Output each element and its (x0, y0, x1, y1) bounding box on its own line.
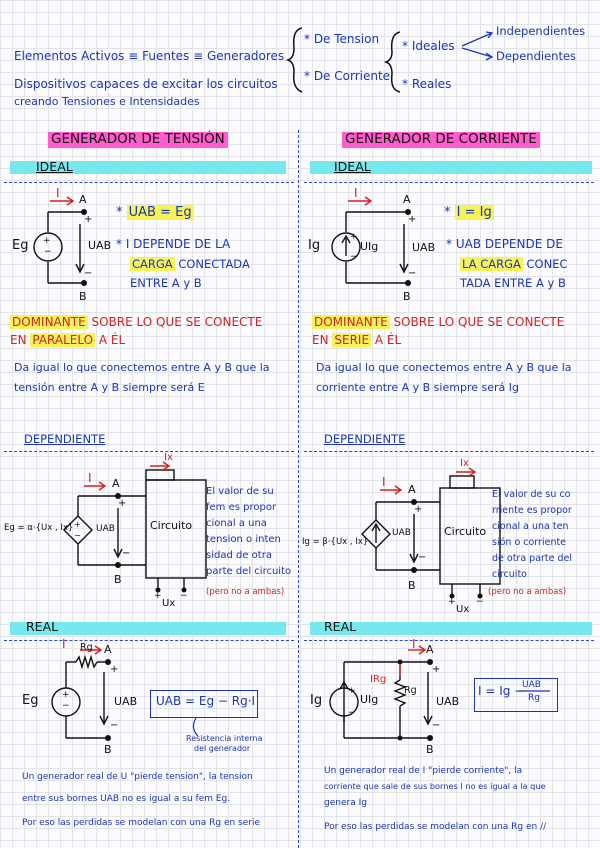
left-dependiente-label: DEPENDIENTE (24, 432, 106, 446)
left-ideal-node-a: A (79, 193, 87, 206)
right-real-node-a: A (426, 643, 434, 656)
right-dep-vab: UAB (392, 528, 411, 538)
left-dep-line2: CONECTADA (174, 257, 250, 271)
left-real-source-label: Eg (22, 693, 39, 708)
right-ideal-src-minus: − (350, 252, 358, 262)
right-real-uig: UIg (360, 693, 379, 706)
right-dep-current: I (382, 475, 386, 489)
left-dep-line1: I DEPENDE DE LA (125, 237, 231, 251)
left-real-plus: + (110, 664, 119, 675)
right-ideal-node-b: B (403, 290, 411, 303)
left-dep-current: I (88, 471, 92, 485)
right-dep-minus: − (418, 552, 427, 563)
right-bottom-4: Por eso las perdidas se modelan con una Rg en // (324, 822, 547, 832)
right-star-1: * (444, 205, 451, 220)
left-ideal-node-b: B (79, 290, 87, 303)
left-ideal-src-minus: − (44, 247, 52, 257)
left-res-note-2: del generador (194, 744, 251, 753)
right-real-vab: UAB (436, 695, 460, 708)
right-real-current: I (412, 637, 416, 651)
left-real-src-minus: − (62, 701, 70, 711)
right-ideal-equation: I = Ig (456, 205, 492, 220)
left-real-src-plus: + (62, 690, 70, 700)
left-a-el: A ÉL (95, 333, 126, 347)
left-dep-src-minus: − (74, 531, 81, 540)
right-note-2: corriente entre A y B siempre será Ig (316, 381, 519, 394)
right-side-4: sión o corriente (492, 537, 567, 548)
left-dep-line3: ENTRE A y B (130, 276, 202, 290)
right-side-5: de otra parte del (492, 553, 573, 564)
right-real-src-plus: + (348, 686, 356, 696)
left-dep-ix: Ix (164, 452, 173, 463)
left-title: GENERADOR DE TENSIÓN (48, 132, 228, 148)
right-real-irg: IRg (370, 674, 387, 685)
left-ideal-minus: − (84, 268, 93, 279)
left-dep-carga: CARGA (132, 257, 173, 271)
left-real-minus: − (110, 720, 119, 731)
right-dep-line2: CONEC (522, 257, 568, 271)
right-dep-plus: + (414, 504, 423, 515)
header-description: Dispositivos capaces de excitar los circuitos (14, 77, 278, 91)
left-bottom-3: Por eso las perdidas se modelan con una Rg en serie (22, 818, 261, 828)
left-real-vab: UAB (114, 695, 138, 708)
left-res-note-1: Resistencia interna (186, 734, 263, 743)
left-dep-node-b: B (114, 573, 122, 586)
right-note-1: Da igual lo que conectemos entre A y B que la (316, 361, 572, 374)
right-ideal-source-label: Ig (308, 238, 321, 253)
right-dep-dash (304, 451, 594, 452)
left-en: EN (10, 333, 31, 347)
left-dep-ux-minus: − (180, 591, 188, 601)
left-dominante-text: SOBRE LO QUE SE CONECTE (87, 315, 263, 329)
left-dep-node-a: A (112, 477, 120, 490)
right-serie: SERIE (334, 333, 370, 347)
left-ideal-vab: UAB (88, 239, 112, 252)
right-side-7: (pero no a ambas) (488, 587, 567, 597)
left-side-5: sidad de otra (206, 550, 272, 561)
right-dep-ux: Ux (456, 604, 470, 615)
right-dep-ix: Ix (460, 458, 469, 469)
left-ideal-equation: UAB = Eg (128, 205, 192, 220)
header-definition: Elementos Activos ≡ Fuentes ≡ Generadores (14, 49, 285, 63)
right-ideal-label: IDEAL (334, 159, 371, 174)
right-dependiente-label: DEPENDIENTE (324, 432, 406, 446)
left-ideal-source-label: Eg (12, 238, 29, 253)
left-real-node-b: B (104, 743, 112, 756)
left-real-label: REAL (26, 619, 59, 634)
left-side-1: El valor de su (206, 486, 274, 497)
left-dep-vab: UAB (96, 524, 115, 534)
type-tension: * De Tension (304, 32, 380, 46)
left-ideal-src-plus: + (43, 236, 51, 246)
left-real-node-a: A (104, 643, 112, 656)
right-dep-node-b: B (408, 579, 416, 592)
right-dominante: DOMINANTE (314, 315, 388, 329)
type-corriente: * De Corriente (304, 69, 391, 83)
left-ideal-current: I (56, 186, 60, 200)
right-dep-line3: TADA ENTRE A y B (460, 276, 566, 290)
right-dep-carga: LA CARGA (462, 257, 521, 271)
right-real-plus: + (432, 664, 441, 675)
class-ideales: * Ideales (402, 39, 455, 53)
right-a-el: A ÉL (371, 333, 402, 347)
left-dep-ux-plus: + (154, 591, 162, 601)
right-ideal-vab: UAB (412, 241, 436, 254)
left-real-dash (4, 640, 294, 641)
right-real-rg: Rg (404, 685, 417, 696)
left-dep-minus: − (122, 548, 131, 559)
right-side-6: circuito (492, 569, 527, 580)
right-real-source-label: Ig (310, 693, 323, 708)
right-title: GENERADOR DE CORRIENTE (342, 132, 540, 148)
left-real-current: I (62, 637, 66, 651)
right-real-minus: − (432, 720, 441, 731)
right-dep-line1: UAB DEPENDE DE (455, 237, 563, 251)
right-bottom-1: Un generador real de I "pierde corriente", la (324, 766, 523, 776)
right-side-1: El valor de su co (492, 489, 571, 500)
right-real-eq-den: Rg (528, 693, 540, 703)
right-ideal-uig: UIg (360, 240, 379, 253)
class-reales: * Reales (402, 77, 452, 91)
right-dep-ux-plus: + (448, 597, 456, 607)
left-side-6: parte del circuito (206, 566, 292, 577)
right-side-3: cional a una ten (492, 521, 569, 532)
right-en: EN (312, 333, 333, 347)
left-dep-equation: Eg = α·{Ux , Ix} (4, 523, 74, 533)
left-ideal-label: IDEAL (36, 159, 73, 174)
right-real-eq-num: UAB (522, 680, 541, 690)
left-star-2: * (116, 237, 122, 251)
left-dep-plus: + (118, 498, 127, 509)
left-dep-circuito: Circuito (150, 519, 193, 532)
left-ideal-plus: + (84, 214, 93, 225)
left-bottom-2: entre sus bornes UAB no es igual a su fem Eg. (22, 794, 231, 804)
class-dependientes: Dependientes (496, 49, 577, 63)
left-dep-ux: Ux (162, 598, 176, 609)
left-star-1: * (116, 205, 123, 220)
right-real-label: REAL (324, 619, 357, 634)
right-dominante-text: SOBRE LO QUE SE CONECTE (389, 315, 565, 329)
right-real-src-minus: − (348, 708, 356, 718)
right-real-dash (304, 640, 594, 641)
left-real-equation: UAB = Eg − Rg·I (156, 694, 256, 708)
left-side-2: fem es propor (206, 502, 277, 513)
right-ideal-src-plus: + (350, 232, 358, 242)
right-bottom-2: corriente que sale de sus bornes I no es igual a la que (324, 781, 546, 791)
center-divider (298, 130, 299, 848)
left-paralelo: PARALELO (32, 333, 94, 347)
class-independientes: Independientes (496, 24, 586, 38)
left-side-4: tension o inten (206, 534, 281, 545)
right-dep-circuito: Circuito (444, 525, 487, 538)
left-ideal-dash (4, 182, 294, 183)
left-side-3: cional a una (206, 518, 267, 529)
right-real-node-b: B (426, 743, 434, 756)
right-dep-equation: Ig = β·{Ux , Ix} (302, 537, 369, 547)
header-description-2: creando Tensiones e Intensidades (14, 95, 200, 108)
left-real-rg: Rg (80, 642, 93, 653)
left-note-1: Da igual lo que conectemos entre A y B que la (14, 361, 270, 374)
left-dep-dash (4, 451, 294, 452)
left-dominante: DOMINANTE (12, 315, 86, 329)
right-dep-node-a: A (408, 483, 416, 496)
right-ideal-node-a: A (403, 193, 411, 206)
right-star-2: * (446, 237, 452, 251)
left-note-2: tensión entre A y B siempre será E (14, 381, 205, 394)
right-real-equation: I = Ig − (478, 684, 525, 698)
right-ideal-current: I (354, 186, 358, 200)
left-side-7: (pero no a ambas) (206, 587, 285, 597)
right-ideal-dash (304, 182, 594, 183)
right-dep-ux-minus: − (476, 597, 484, 607)
right-side-2: rriente es propor (492, 505, 572, 516)
right-ideal-minus: − (408, 268, 417, 279)
right-bottom-3: genera Ig (324, 798, 367, 808)
right-ideal-plus: + (408, 214, 417, 225)
left-bottom-1: Un generador real de U "pierde tension", la tension (22, 772, 253, 782)
left-dep-src-plus: + (74, 520, 81, 529)
